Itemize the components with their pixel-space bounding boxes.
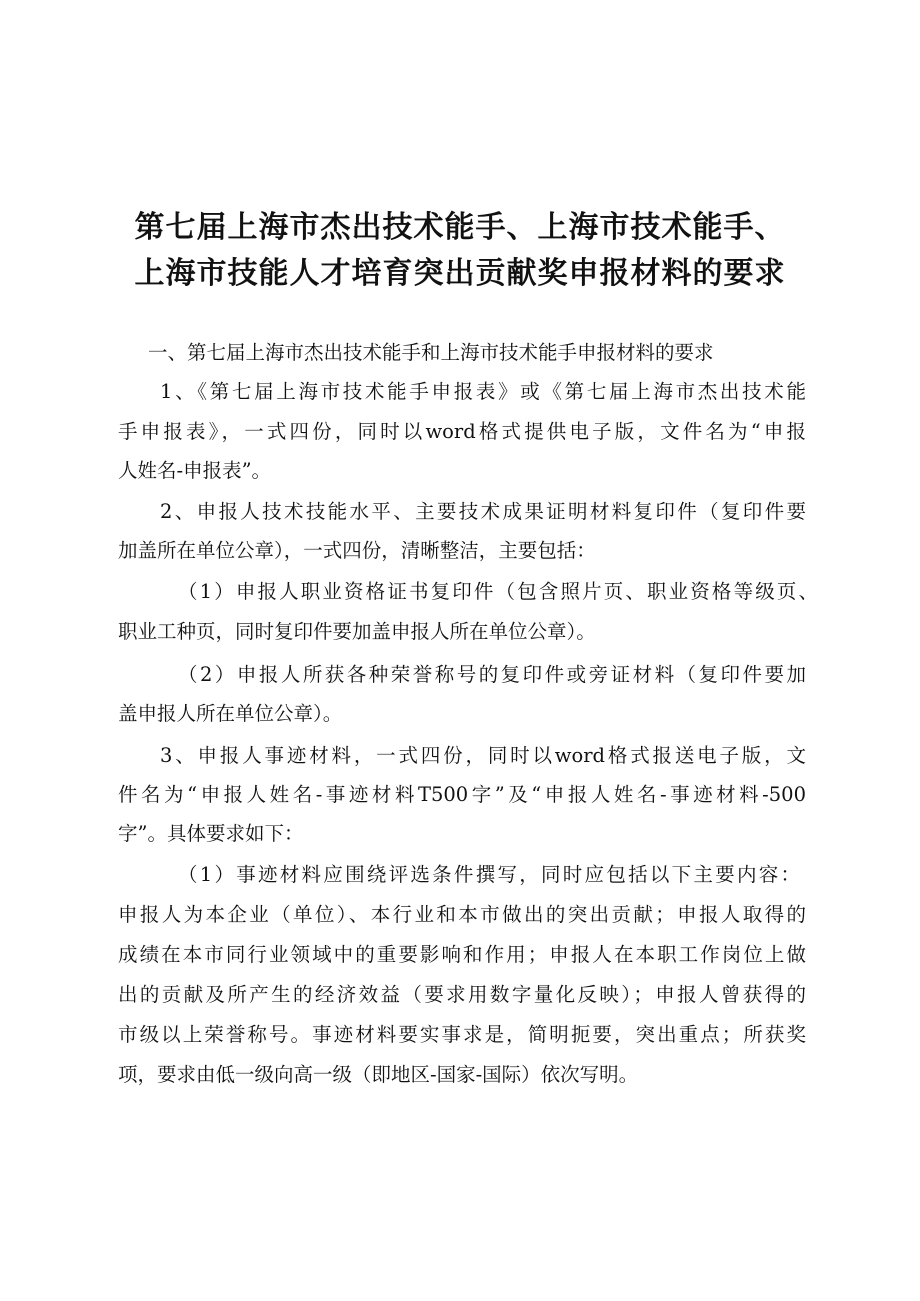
item-3-line: 3、申报人事迹材料，一式四份，同时以word格式报送电子版，文 bbox=[160, 744, 806, 767]
item-1-line: 人姓名-申报表”。 bbox=[118, 459, 272, 482]
subitem-3-1-line: 项，要求由低一级向高一级（即地区-国家-国际）依次写明。 bbox=[118, 1063, 639, 1086]
subitem-3-1-line: 申报人为本企业（单位）、本行业和本市做出的突出贡献；申报人取得的 bbox=[118, 903, 806, 926]
subitem-3-1-line: （1）事迹材料应围绕评选条件撰写，同时应包括以下主要内容： bbox=[178, 863, 800, 886]
subitem-2-1-line: （1）申报人职业资格证书复印件（包含照片页、职业资格等级页、 bbox=[178, 580, 818, 603]
item-1-line: 1、《第七届上海市技术能手申报表》或《第七届上海市杰出技术能 bbox=[160, 380, 806, 403]
document-title-line-1: 第七届上海市杰出技术能手、上海市技术能手、 bbox=[134, 210, 786, 245]
subitem-2-2-line: 盖申报人所在单位公章）。 bbox=[118, 702, 343, 725]
subitem-2-2-line: （2）申报人所获各种荣誉称号的复印件或旁证材料（复印件要加 bbox=[178, 663, 806, 686]
item-2-line: 加盖所在单位公章），一式四份，清晰整洁，主要包括： bbox=[118, 539, 596, 562]
document-title-line-2: 上海市技能人才培育突出贡献奖申报材料的要求 bbox=[134, 256, 786, 291]
item-3-line: 字”。具体要求如下： bbox=[118, 822, 304, 845]
subitem-3-1-line: 成绩在本市同行业领域中的重要影响和作用；申报人在本职工作岗位上做 bbox=[118, 943, 806, 966]
section-heading: 一、第七届上海市杰出技术能手和上海市技术能手申报材料的要求 bbox=[148, 341, 714, 364]
item-2-line: 2、申报人技术技能水平、主要技术成果证明材料复印件（复印件要 bbox=[160, 500, 806, 523]
subitem-3-1-line: 出的贡献及所产生的经济效益（要求用数字量化反映）；申报人曾获得的 bbox=[118, 983, 806, 1006]
subitem-3-1-line: 市级以上荣誉称号。事迹材料要实事求是，简明扼要，突出重点；所获奖 bbox=[118, 1023, 806, 1046]
item-3-line: 件名为“申报人姓名-事迹材料T500字”及“申报人姓名-事迹材料-500 bbox=[118, 783, 806, 806]
subitem-2-1-line: 职业工种页，同时复印件要加盖申报人所在单位公章）。 bbox=[118, 620, 596, 643]
item-1-line: 手申报表》，一式四份，同时以word格式提供电子版，文件名为“申报 bbox=[118, 420, 806, 443]
